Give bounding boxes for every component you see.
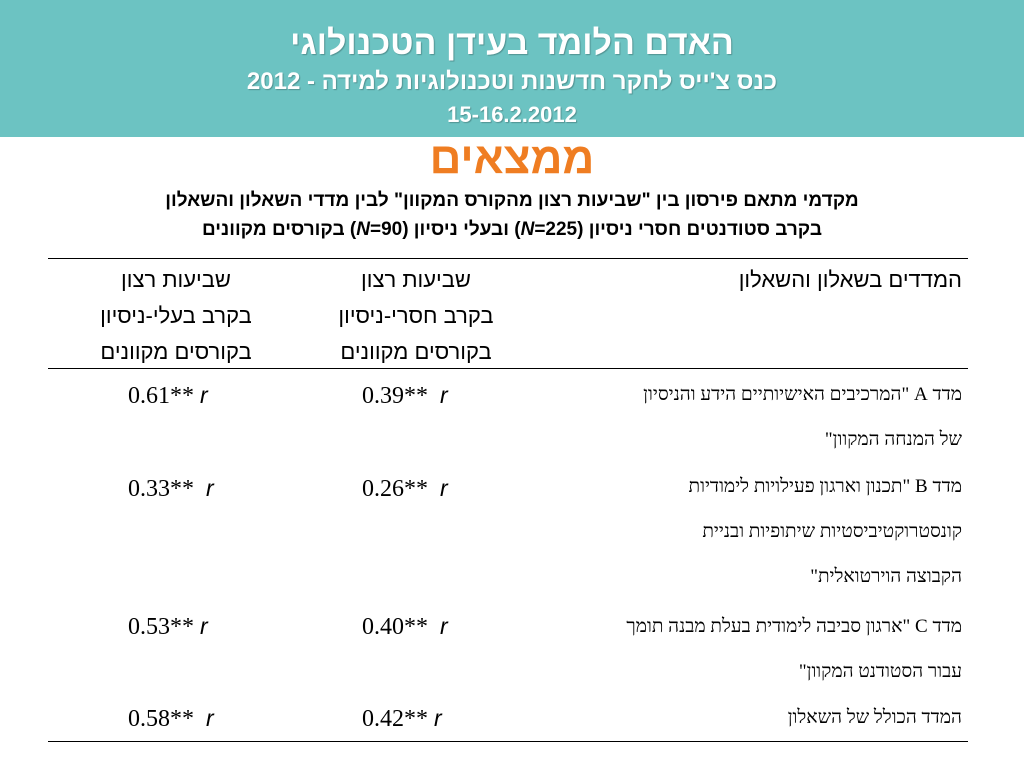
coefficient-value: 0.26** (362, 476, 428, 502)
header-banner (0, 0, 1024, 137)
header-line: שביעות רצון (121, 267, 231, 292)
coefficient-value: 0.39** (362, 383, 428, 409)
label-line: מדד B "תכנון וארגון פעילויות לימודיות (688, 476, 962, 497)
value-experienced-total (128, 705, 214, 733)
r-symbol: r (200, 382, 208, 408)
caption-text-c: =90) בקורסים מקוונים (201, 219, 403, 240)
header-line: שביעות רצון (361, 267, 471, 292)
value-inexperienced-total (362, 705, 442, 733)
coefficient-value: 0.40** (362, 614, 428, 640)
label-line: קונסטרוקטיביסטיות שיתופיות ובניית (702, 521, 962, 542)
r-symbol: r (200, 613, 208, 639)
page-title: ממצאים (429, 134, 595, 183)
value-inexperienced-b (362, 475, 448, 503)
caption-line-2 (60, 215, 964, 244)
header-line: בקורסים מקוונים (100, 339, 252, 364)
value-experienced-a (128, 382, 208, 410)
table-bottom-rule (48, 741, 968, 742)
header-measures: המדדים בשאלון והשאלון (738, 267, 962, 292)
banner-conference: כנס צ'ייס לחקר חדשנות וטכנולוגיות למידה - 2012 (246, 68, 778, 95)
header-experienced (56, 262, 296, 370)
label-line: עבור הסטודנט המקוון" (798, 661, 962, 682)
caption-line-1: מקדמי מתאם פירסון בין "שביעות רצון מהקורס המקוון" לבין מדדי השאלון והשאלון (165, 190, 859, 211)
label-line: מדד A "המרכיבים האישיותיים הידע והניסיון (643, 384, 962, 405)
r-symbol: r (206, 705, 214, 731)
coefficient-value: 0.42** (362, 706, 428, 732)
banner-title: האדם הלומד בעידן הטכנולוגי (290, 24, 734, 62)
header-inexperienced (296, 262, 536, 370)
header-line: בקרב חסרי-ניסיון (338, 303, 494, 328)
value-experienced-c (128, 613, 208, 641)
caption-text-a: בקרב סטודנטים חסרי ניסיון ( (577, 219, 822, 240)
caption-n-symbol: N (356, 219, 370, 240)
row-label-c (500, 604, 962, 694)
label-line: הקבוצה הוירטואלית" (810, 566, 962, 587)
row-label-a (500, 372, 962, 462)
row-label-b (500, 464, 962, 599)
caption-text-b: =225) ובעלי ניסיון ( (402, 219, 578, 240)
caption-n-symbol: N (520, 219, 535, 240)
banner-dates: 15-16.2.2012 (447, 102, 577, 127)
value-inexperienced-a (362, 382, 448, 410)
value-inexperienced-c (362, 613, 448, 641)
value-experienced-b (128, 475, 214, 503)
r-symbol: r (434, 705, 442, 731)
r-symbol: r (440, 382, 448, 408)
label-line: מדד C "ארגון סביבה לימודית בעלת מבנה תומך (626, 616, 962, 637)
coefficient-value: 0.61** (128, 383, 194, 409)
table-top-rule (48, 258, 968, 259)
table-caption (60, 186, 964, 244)
label-line: של המנחה המקוון" (824, 429, 962, 450)
header-line: בקורסים מקוונים (340, 339, 492, 364)
coefficient-value: 0.53** (128, 614, 194, 640)
label-line: המדד הכולל של השאלון (787, 707, 962, 728)
r-symbol: r (206, 475, 214, 501)
r-symbol: r (440, 475, 448, 501)
coefficient-value: 0.33** (128, 476, 194, 502)
r-symbol: r (440, 613, 448, 639)
row-label-total (500, 695, 962, 740)
header-line: בקרב בעלי-ניסיון (100, 303, 252, 328)
coefficient-value: 0.58** (128, 706, 194, 732)
